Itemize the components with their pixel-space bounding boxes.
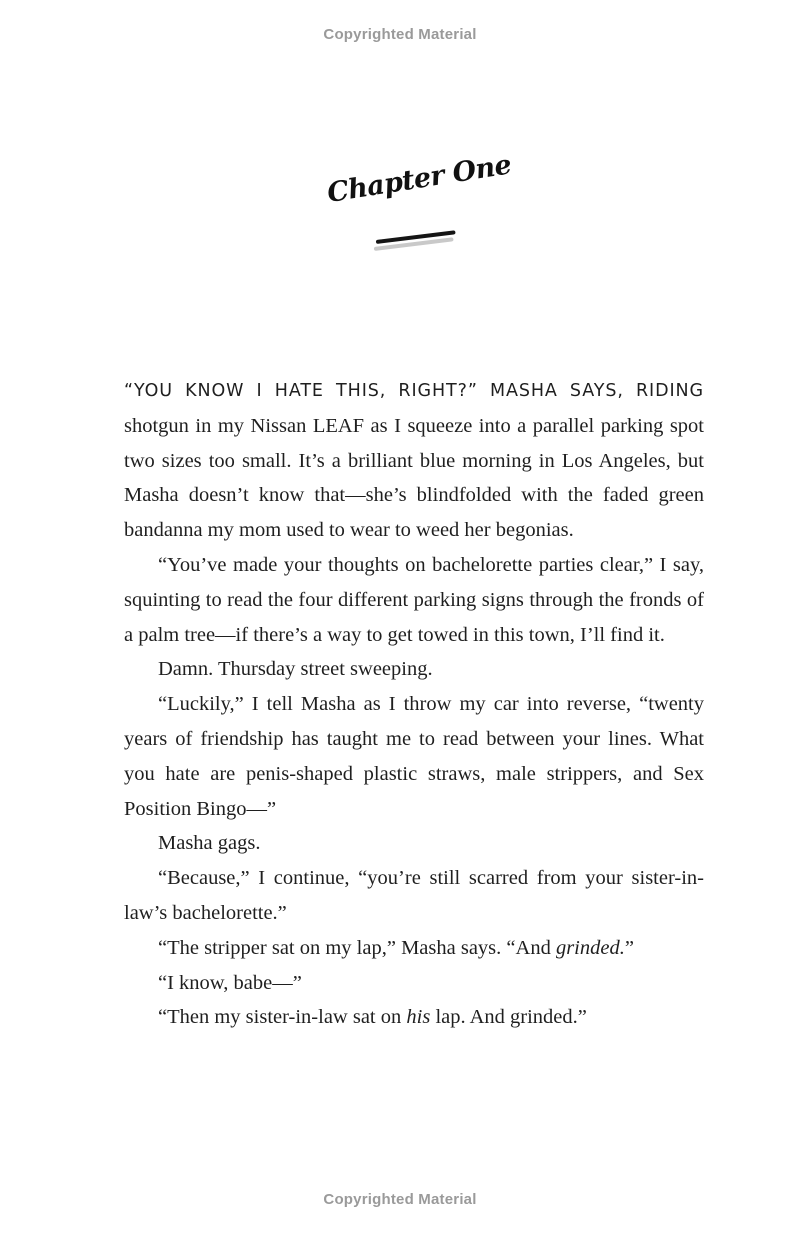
paragraph bbox=[124, 373, 704, 548]
paragraph-text: lap. And grinded.” bbox=[430, 1006, 587, 1029]
opening-small-caps: “YOU KNOW I HATE THIS, RIGHT?” MASHA SAYS, RIDING bbox=[124, 381, 704, 401]
paragraph: “Because,” I continue, “you’re still scarred from your sister-in-law’s bachelorette.” bbox=[124, 867, 704, 924]
chapter-body bbox=[124, 373, 704, 1035]
copyright-watermark-top: Copyrighted Material bbox=[323, 26, 477, 43]
copyright-watermark-bottom: Copyrighted Material bbox=[323, 1191, 477, 1208]
paragraph-text: “The stripper sat on my lap,” Masha says. “And bbox=[158, 936, 556, 959]
paragraph-text: shotgun in my Nissan LEAF as I squeeze into a parallel parking spot two sizes too small. It’s a brilliant blue morning in Los Angeles, but Masha doesn’t know that—she’s blindfolded with the faded green bandanna my mom used to wear to weed her begonias. bbox=[124, 414, 704, 542]
paragraph: Masha gags. bbox=[158, 832, 261, 855]
paragraph-text: “Then my sister-in-law sat on bbox=[158, 1006, 407, 1029]
paragraph: “Luckily,” I tell Masha as I throw my car into reverse, “twenty years of friendship has taught me to read between your lines. What you hate are penis-shaped plastic straws, male strippers, and Sex Position Bingo—” bbox=[124, 693, 704, 820]
emphasis-text: his bbox=[406, 1006, 431, 1029]
paragraph: “You’ve made your thoughts on bachelorette parties clear,” I say, squinting to read the four different parking signs through the fronds of a palm tree—if there’s a way to get towed in this town, I’ll find it. bbox=[124, 553, 704, 646]
paragraph bbox=[124, 931, 704, 966]
paragraph-text: ” bbox=[624, 936, 634, 959]
chapter-title: Chapter One bbox=[325, 149, 514, 209]
paragraph: “I know, babe—” bbox=[158, 971, 302, 994]
emphasis-text: grinded. bbox=[555, 936, 625, 959]
paragraph: Damn. Thursday street sweeping. bbox=[158, 658, 433, 681]
paragraph bbox=[124, 1000, 704, 1035]
